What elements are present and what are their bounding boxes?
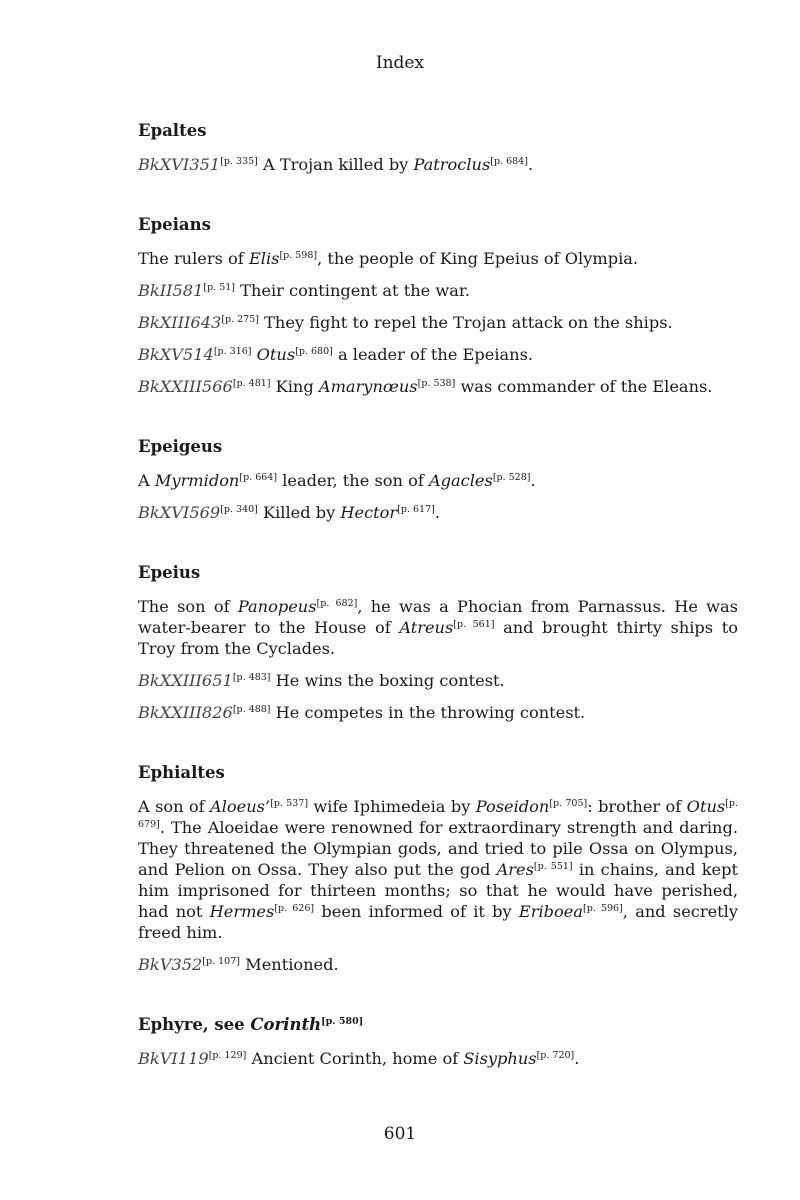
cross-reference-link[interactable]: Panopeus bbox=[237, 597, 317, 616]
entry-text: He competes in the throwing contest. bbox=[270, 703, 586, 722]
page-reference: [p. 340] bbox=[220, 504, 258, 515]
book-line-reference[interactable]: BkXXIII566 bbox=[138, 377, 233, 396]
page-reference: [p. 275] bbox=[221, 314, 259, 325]
entry-text: They fight to repel the Trojan attack on the ships. bbox=[258, 313, 673, 332]
entry-paragraph bbox=[138, 502, 738, 523]
index-entry bbox=[138, 120, 738, 175]
index-entry bbox=[138, 1014, 738, 1069]
book-line-reference[interactable]: BkXVI569 bbox=[138, 503, 221, 522]
entry-heading-text: Ephyre, see bbox=[138, 1015, 251, 1034]
cross-reference-link[interactable]: Poseidon bbox=[475, 797, 550, 816]
cross-reference-link[interactable]: Sisyphus bbox=[463, 1049, 537, 1068]
page-reference: [p. 682] bbox=[316, 598, 358, 609]
cross-reference-link[interactable]: Otus bbox=[256, 345, 296, 364]
page-reference: [p. 528] bbox=[492, 472, 531, 483]
entry-text: wife Iphimedeia by bbox=[308, 797, 476, 816]
page-reference: [p. 483] bbox=[232, 672, 271, 683]
book-line-reference[interactable]: BkV352 bbox=[138, 955, 203, 974]
page-reference: [p. 481] bbox=[232, 378, 271, 389]
index-entry bbox=[138, 762, 738, 975]
page-number: 601 bbox=[383, 1124, 417, 1144]
entry-heading-text: Ephialtes bbox=[138, 763, 225, 782]
page-reference: [p. 680] bbox=[295, 346, 333, 357]
page-reference: [p. 107] bbox=[202, 956, 240, 967]
book-line-reference[interactable]: BkXXIII826 bbox=[138, 703, 233, 722]
page-reference: [p. 664] bbox=[239, 472, 278, 483]
book-line-reference[interactable]: BkVI119 bbox=[138, 1049, 209, 1068]
page-reference: [p. 626] bbox=[274, 903, 315, 914]
page-reference: [p. 561] bbox=[453, 619, 495, 630]
page-reference: [p. 488] bbox=[232, 704, 271, 715]
page-reference: [p. 598] bbox=[279, 250, 318, 261]
cross-reference-link[interactable]: Hector bbox=[340, 503, 398, 522]
entry-text: . bbox=[527, 155, 534, 174]
entry-paragraph bbox=[138, 376, 738, 397]
book-line-reference[interactable]: BkXIII643 bbox=[138, 313, 222, 332]
cross-reference-link[interactable]: Atreus bbox=[399, 618, 454, 637]
index-content bbox=[138, 120, 738, 1108]
page-reference: [p. 129] bbox=[208, 1050, 247, 1061]
entry-heading-text: Epeians bbox=[138, 215, 211, 234]
cross-reference-link[interactable]: Hermes bbox=[209, 902, 275, 921]
entry-paragraph bbox=[138, 670, 738, 691]
page-reference: [p. 720] bbox=[536, 1050, 575, 1061]
entry-text: been informed of it by bbox=[314, 902, 519, 921]
entry-paragraph bbox=[138, 248, 738, 269]
entry-heading-text: Epeius bbox=[138, 563, 201, 582]
entry-heading bbox=[138, 1014, 738, 1036]
entry-paragraph bbox=[138, 280, 738, 301]
entry-heading bbox=[138, 436, 738, 458]
cross-reference-link[interactable]: Myrmidon bbox=[154, 471, 240, 490]
index-entry bbox=[138, 562, 738, 723]
entry-text: . bbox=[530, 471, 536, 490]
entry-text: King bbox=[270, 377, 319, 396]
entry-heading bbox=[138, 120, 738, 142]
entry-paragraph bbox=[138, 702, 738, 723]
entry-text: Killed by bbox=[257, 503, 341, 522]
entry-paragraph bbox=[138, 344, 738, 365]
entry-paragraph bbox=[138, 312, 738, 333]
cross-reference-link[interactable]: Agacles bbox=[428, 471, 493, 490]
page-reference: [p. 679] bbox=[138, 798, 738, 830]
entry-text: A bbox=[138, 471, 155, 490]
entry-text: , the people of King Epeius of Olympia. bbox=[317, 249, 639, 268]
book-line-reference[interactable]: BkXVI351 bbox=[138, 155, 221, 174]
entry-heading bbox=[138, 214, 738, 236]
page-reference: [p. 335] bbox=[220, 156, 258, 167]
entry-paragraph bbox=[138, 154, 738, 175]
book-line-reference[interactable]: BkXV514 bbox=[138, 345, 214, 364]
entry-text: and brought thirty ships to Troy from the Cyclades. bbox=[138, 618, 738, 658]
page-reference: [p. 684] bbox=[490, 156, 528, 167]
entry-text: : brother of bbox=[587, 797, 687, 816]
entry-heading-text: Epeigeus bbox=[138, 437, 223, 456]
entry-text: . The Aloeidae were renowned for extraordinary strength and daring. They threatened the Olympian gods, and tried to pile Ossa on Olympus, and Pelion on Ossa. They also put the god bbox=[138, 818, 738, 879]
cross-reference-link[interactable]: Corinth bbox=[250, 1015, 322, 1034]
entry-text: A son of bbox=[138, 797, 211, 816]
book-line-reference[interactable]: BkXXIII651 bbox=[138, 671, 233, 690]
page-reference: [p. 705] bbox=[549, 798, 588, 809]
entry-text: A Trojan killed by bbox=[257, 155, 414, 174]
index-entry bbox=[138, 214, 738, 397]
page-reference: [p. 538] bbox=[417, 378, 456, 389]
cross-reference-link[interactable]: Patroclus bbox=[413, 155, 491, 174]
entry-heading bbox=[138, 762, 738, 784]
entry-text: , and secretly freed him. bbox=[138, 902, 739, 942]
entry-text: The son of bbox=[138, 597, 238, 616]
entry-text: Mentioned. bbox=[239, 955, 339, 974]
entry-paragraph bbox=[138, 596, 738, 659]
cross-reference-link[interactable]: Elis bbox=[248, 249, 280, 268]
entry-text: leader, the son of bbox=[277, 471, 429, 490]
entry-text: a leader of the Epeians. bbox=[332, 345, 534, 364]
page-reference: [p. 617] bbox=[397, 504, 435, 515]
cross-reference-link[interactable]: Amarynœus bbox=[318, 377, 418, 396]
page-reference: [p. 537] bbox=[270, 798, 309, 809]
page-reference: [p. 51] bbox=[203, 282, 236, 293]
book-line-reference[interactable]: BkII581 bbox=[138, 281, 204, 300]
entry-text: The rulers of bbox=[138, 249, 249, 268]
cross-reference-link[interactable]: Otus bbox=[686, 797, 726, 816]
entry-paragraph bbox=[138, 470, 738, 491]
entry-text: Their contingent at the war. bbox=[235, 281, 470, 300]
entry-heading bbox=[138, 562, 738, 584]
entry-text: , he was a Phocian from Parnassus. He was water-bearer to the House of bbox=[138, 597, 738, 637]
entry-text: . bbox=[434, 503, 440, 522]
entry-paragraph bbox=[138, 796, 738, 943]
entry-text: in chains, and kept him imprisoned for thirteen months; so that he would have perished, had not bbox=[138, 860, 738, 921]
index-entry bbox=[138, 436, 738, 523]
page-reference: [p. 596] bbox=[583, 903, 623, 914]
entry-text: Ancient Corinth, home of bbox=[246, 1049, 464, 1068]
cross-reference-link[interactable]: Ares bbox=[496, 860, 534, 879]
entry-paragraph bbox=[138, 1048, 738, 1069]
cross-reference-link[interactable]: Aloeus’ bbox=[210, 797, 271, 816]
entry-text: He wins the boxing contest. bbox=[270, 671, 505, 690]
entry-text: was commander of the Eleans. bbox=[455, 377, 713, 396]
entry-text: . bbox=[574, 1049, 580, 1068]
entry-heading-text: Epaltes bbox=[138, 121, 207, 140]
page-header: Index bbox=[375, 53, 425, 73]
entry-paragraph bbox=[138, 954, 738, 975]
cross-reference-link[interactable]: Eriboea bbox=[518, 902, 583, 921]
page-reference: [p. 316] bbox=[213, 346, 252, 357]
page-reference: [p. 551] bbox=[533, 861, 573, 872]
page-reference: [p. 580] bbox=[321, 1016, 364, 1027]
